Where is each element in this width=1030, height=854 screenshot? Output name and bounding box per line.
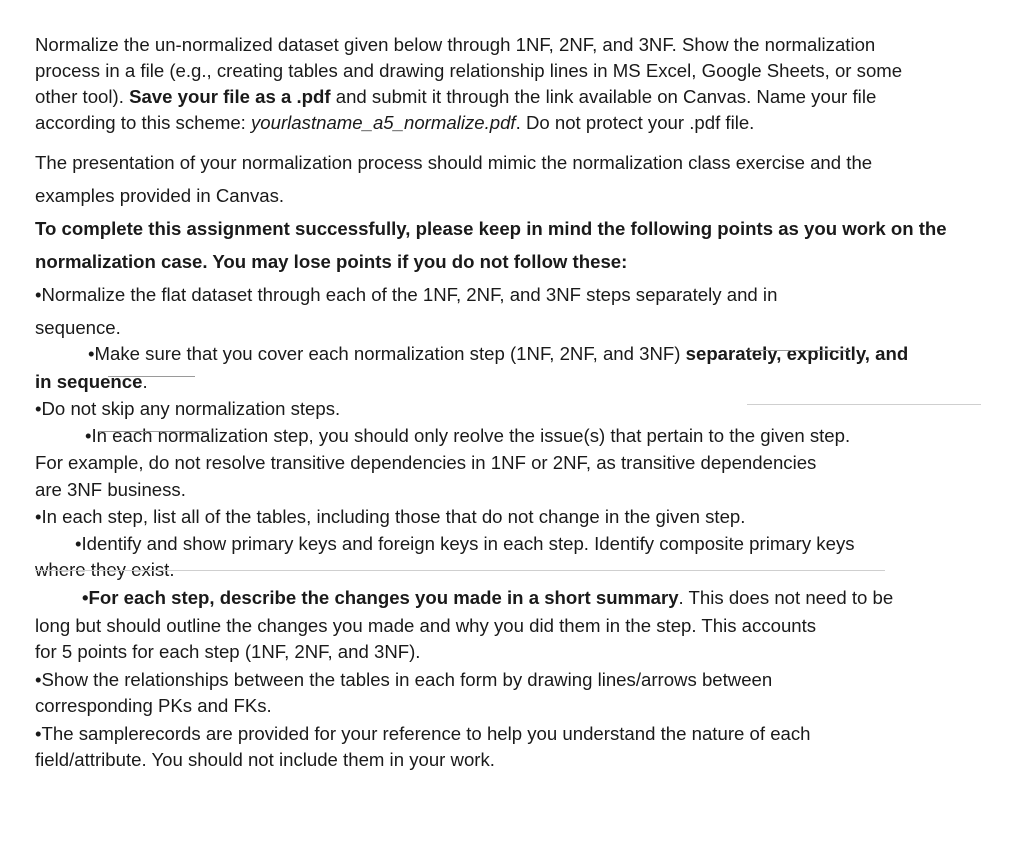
intro-line-1: Normalize the un-normalized dataset given below through 1NF, 2NF, and 3NF. Show the normalization [35, 34, 876, 55]
bullet-2-line-2 [35, 370, 148, 394]
bullet-7-line-1 [82, 586, 893, 610]
text: other tool). [35, 86, 130, 107]
text: according to this scheme: [35, 112, 251, 133]
bullet-9-line-2: field/attribute. You should not include them in your work. [35, 749, 495, 770]
intro-line-4 [35, 111, 754, 135]
annotation-line [98, 431, 208, 432]
text: •Make sure that you cover each normalization step (1NF, 2NF, and 3NF) [88, 343, 686, 364]
text: . Do not protect your .pdf file. [515, 112, 755, 133]
bullet-9-line-1: •The samplerecords are provided for your reference to help you understand the nature of each [35, 723, 811, 744]
bullet-6-line-2: where they exist. [35, 559, 175, 580]
bullet-3: •Do not skip any normalization steps. [35, 398, 341, 419]
warning-line-2: normalization case. You may lose points if you do not follow these: [35, 251, 628, 272]
annotation-line [748, 350, 848, 351]
text: and submit it through the link available on Canvas. Name your file [330, 86, 877, 107]
emphasis-summary: •For each step, describe the changes you made in a short summary [82, 587, 679, 608]
bullet-1-line-1: •Normalize the flat dataset through each of the 1NF, 2NF, and 3NF steps separately and in [35, 284, 778, 305]
annotation-line [747, 404, 981, 405]
bullet-4-line-2: For example, do not resolve transitive dependencies in 1NF or 2NF, as transitive dependencies [35, 452, 817, 473]
warning-line-1: To complete this assignment successfully, please keep in mind the following points as you work on the [35, 218, 947, 239]
filename-scheme: yourlastname_a5_normalize.pdf [251, 112, 516, 133]
annotation-line [108, 376, 195, 377]
text: . [142, 371, 148, 392]
bullet-7-line-3: for 5 points for each step (1NF, 2NF, and 3NF). [35, 641, 421, 662]
presentation-line-2: examples provided in Canvas. [35, 185, 285, 206]
presentation-line-1: The presentation of your normalization process should mimic the normalization class exercise and the [35, 152, 873, 173]
intro-line-2: process in a file (e.g., creating tables and drawing relationship lines in MS Excel, Google Sheets, or some [35, 60, 903, 81]
emphasis-save-pdf: Save your file as a .pdf [129, 86, 331, 107]
bullet-6-line-1: •Identify and show primary keys and foreign keys in each step. Identify composite primary keys [75, 533, 855, 554]
emphasis-in-sequence: in sequence [35, 371, 143, 392]
emphasis-separately: separately, explicitly, and [685, 343, 909, 364]
intro-line-3 [35, 85, 876, 109]
text: . This does not need to be [678, 587, 894, 608]
bullet-4-line-1: •In each normalization step, you should only reolve the issue(s) that pertain to the given step. [85, 425, 851, 446]
bullet-1-line-2: sequence. [35, 317, 121, 338]
bullet-5: •In each step, list all of the tables, including those that do not change in the given step. [35, 506, 746, 527]
bullet-2-line-1 [88, 342, 908, 366]
bullet-4-line-3: are 3NF business. [35, 479, 186, 500]
bullet-8-line-2: corresponding PKs and FKs. [35, 695, 272, 716]
bullet-7-line-2: long but should outline the changes you made and why you did them in the step. This accounts [35, 615, 817, 636]
annotation-line [35, 570, 885, 571]
bullet-8-line-1: •Show the relationships between the tables in each form by drawing lines/arrows between [35, 669, 773, 690]
